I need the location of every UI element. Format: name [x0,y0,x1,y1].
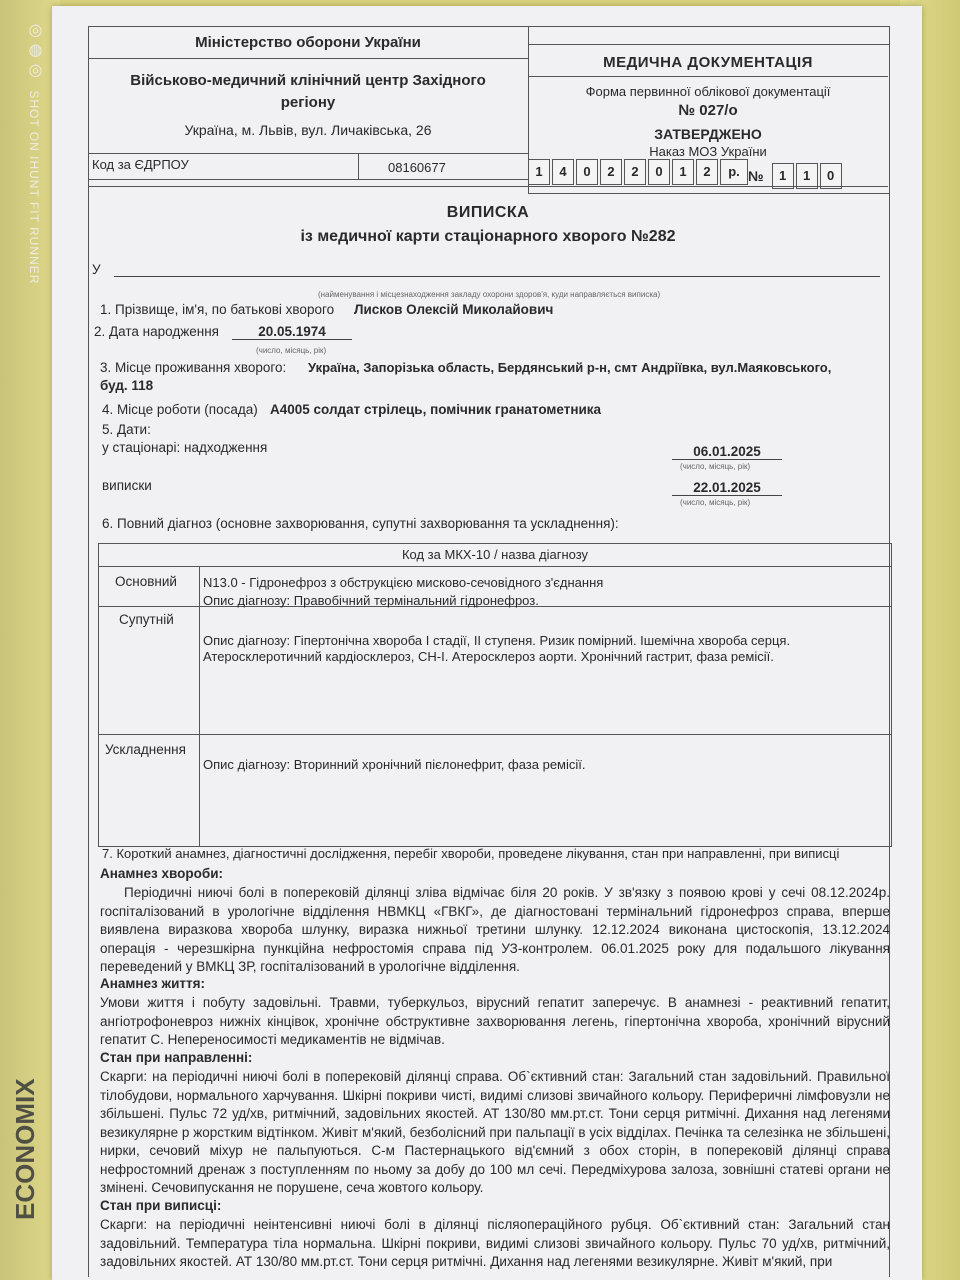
divider [88,186,888,187]
field-birth-label: 2. Дата народження [94,324,219,339]
center-name-line2: регіону [280,94,336,111]
anamnesis-disease-heading: Анамнез хвороби: [100,866,224,881]
concomitant-label: Супутній [119,612,174,627]
number-cell: 1 [796,163,818,189]
med-doc-title: МЕДИЧНА ДОКУМЕНТАЦІЯ [603,54,813,71]
approved-label: ЗАТВЕРДЖЕНО [654,126,762,142]
edrpou-label: Код за ЄДРПОУ [92,157,189,172]
state-discharge-text: Скарги: на періодичні неінтенсивні ниючі болі в ділянці післяопераційного рубця. Об`єктивний стан: Загальний стан задовільний. Температура тіла нормальна. Шкірні покриви, видимі слизові звичайного кольору. Пульс 70 уд/хв, ритмічний, задовільних якостей. АТ 130/80 мм.рт.ст. Тони серця ритмічні. Дихання над легенями везикулярне. Живіт м'який, при [100,1217,890,1269]
date-cell: 0 [576,159,598,185]
divider [358,153,359,179]
document-title: ВИПИСКА [446,204,530,221]
concomitant-line1: Опис діагнозу: Гіпертонічна хвороба І стадії, ІІ ступеня. Ризик помірний. Ішемічна хвороба серця. [203,633,791,648]
number-cell: 0 [820,163,842,189]
field-birth-value: 20.05.1974 [232,324,352,340]
institution-block [88,26,529,180]
anamnesis-life-heading: Анамнез життя: [100,976,205,991]
form-line: Форма первинної облікової документації [585,84,831,99]
center-name-line1: Військово-медичний клінічний центр Західного [130,72,486,89]
camera-mode-icons: ◎◍◎ [26,20,43,80]
field-dates-label: 5. Дати: [102,422,151,437]
date-cell: р. [720,159,748,185]
ministry-name: Міністерство оборони України [195,34,421,51]
main-diagnosis-label: Основний [115,574,177,589]
order-line: Наказ МОЗ України [649,144,767,159]
form-number: № 027/о [678,102,738,119]
institution-address: Україна, м. Львів, вул. Личаківська, 26 [184,122,432,138]
state-referral-text: Скарги: на періодичні ниючі болі в поперековій ділянці справа. Об`єктивний стан: Загальний стан задовільний. Правильної тілобудови, нормального харчування. Шкірні покриви чисті, видимі слизові звичайного кольору. Периферичні лімфовузли не збільшені. Пульс 72 уд/хв, ритмічний, задовільних якостей. АТ 130/80 мм.рт.ст. Тони серця ритмічні. Дихання над легенями везикулярне р жорстким відтінком. Живіт м'який, безболісний при пальпації в усіх відділах. Печінка та селезінка не збільшені, нирки, сечовий міхур не пальпуються. С-м Пастернацького від'ємний з обох сторін, в поперековій ділянці справа нефростомний дренаж з поступленням по ньому за добу до 100 мл сечі. Передміхурова залоза, зовнішні статеві органи не змінені. Сечовипускання не порушене, сеча жовтого кольору. [100,1069,890,1195]
to-line [114,276,880,277]
date-cell: 2 [696,159,718,185]
order-number-label: № [748,168,764,184]
complications-label: Ускладнення [105,742,186,757]
date-cell: 0 [648,159,670,185]
document-subtitle: із медичної карти стаціонарного хворого №282 [300,228,676,245]
field-residence-value-2: буд. 118 [100,378,154,393]
field-work-value: А4005 солдат стрілець, помічник гранатометника [270,402,602,417]
field-diagnosis-label: 6. Повний діагноз (основне захворювання, супутні захворювання та ускладнення): [102,516,619,531]
admission-date-hint: (число, місяць, рік) [680,462,751,471]
main-diagnosis-line1: N13.0 - Гідронефроз з обструкцією мисково-сечовідного з'єднання [203,575,604,590]
date-cell: 1 [528,159,550,185]
date-cell: 2 [624,159,646,185]
center-name [108,70,508,114]
to-label: У [92,262,101,277]
field-residence-label: 3. Місце проживання хворого: [100,360,287,375]
number-cell: 1 [772,163,794,189]
camera-watermark-text: SHOT ON IHUNT FIT RUNNER [27,90,41,285]
anamnesis-disease-text: Періодичні ниючі болі в поперековій ділянці зліва відмічає біля 20 років. У зв'язку з появою крові у сечі 08.12.2024р. госпіталізований в урологічне відділення НВМКЦ «ГВКГ», де діагностовані термінальний гідронефроз справа, вперше виявлена виразкова хвороба шлунку, виразка нижньої третини шлунку. 12.12.2024 виконана цистоскопія, 13.12.2024 операція - черезшкірна пункційна нефростомія справа під УЗ-контролем. 06.01.2025 року для подальшого лікування переведений у ВМКЦ ЗР, госпіталізований в урологічне відділення. [100,885,890,974]
field-admission-value: 06.01.2025 [672,444,782,460]
edrpou-value: 08160677 [388,160,446,175]
edge-logo: ECONOMIX [10,1078,40,1220]
table-row-divider [99,734,891,735]
diagnosis-table-header: Код за МКХ-10 / назва діагнозу [99,544,891,567]
main-diagnosis-line2: Опис діагнозу: Правобічний термінальний гідронефроз. [203,593,539,608]
field-name-label: 1. Прізвище, ім'я, по батькові хворого [100,302,335,317]
camera-watermark [8,20,44,360]
field-work-label: 4. Місце роботи (посада) [102,402,258,417]
date-cell: 4 [552,159,574,185]
state-referral-heading: Стан при направленні: [100,1050,253,1065]
state-discharge-heading: Стан при виписці: [100,1198,222,1213]
table-column-divider [199,566,200,846]
field-name-value: Лисков Олексій Миколайович [354,302,554,317]
to-hint: (найменування і місцезнаходження закладу охорони здоров'я, куди направляється виписка) [318,290,661,299]
discharge-date-hint: (число, місяць, рік) [680,498,751,507]
complications-line1: Опис діагнозу: Вторинний хронічний пієлонефрит, фаза ремісії. [203,757,586,772]
concomitant-line2: Атеросклеротичний кардіосклероз, СН-І. Атеросклероз аорти. Хронічний гастрит, фаза ремісії. [203,649,774,664]
divider [88,153,528,154]
field-birth-hint: (число, місяць, рік) [256,346,327,355]
field-discharge-label: виписки [102,478,152,493]
field-residence-value: Україна, Запорізька область, Бердянський р-н, смт Андріївка, вул.Маяковського, [308,360,832,375]
divider [88,58,528,59]
date-cell: 1 [672,159,694,185]
section7-label: 7. Короткий анамнез, діагностичні дослідження, перебіг хвороби, проведене лікування, стан при направленні, при виписці [102,846,840,861]
field-discharge-value: 22.01.2025 [672,480,782,496]
date-cell: 2 [600,159,622,185]
field-admission-label: у стаціонарі: надходження [102,440,268,455]
order-date-cells [528,159,750,185]
anamnesis-life-text: Умови життя і побуту задовільні. Травми, туберкульоз, вірусний гепатит заперечує. В анамнезі - реактивний гепатит, ангіотрофоневроз нижніх кінцівок, хронічне обструктивне захворювання легень, гіпертонічна хвороба, хронічний вірусний гепатит С. Непереносимості медикаментів не відмічав. [100,995,890,1047]
divider [528,76,888,77]
diagnosis-table [98,543,892,847]
document-page [52,6,922,1280]
